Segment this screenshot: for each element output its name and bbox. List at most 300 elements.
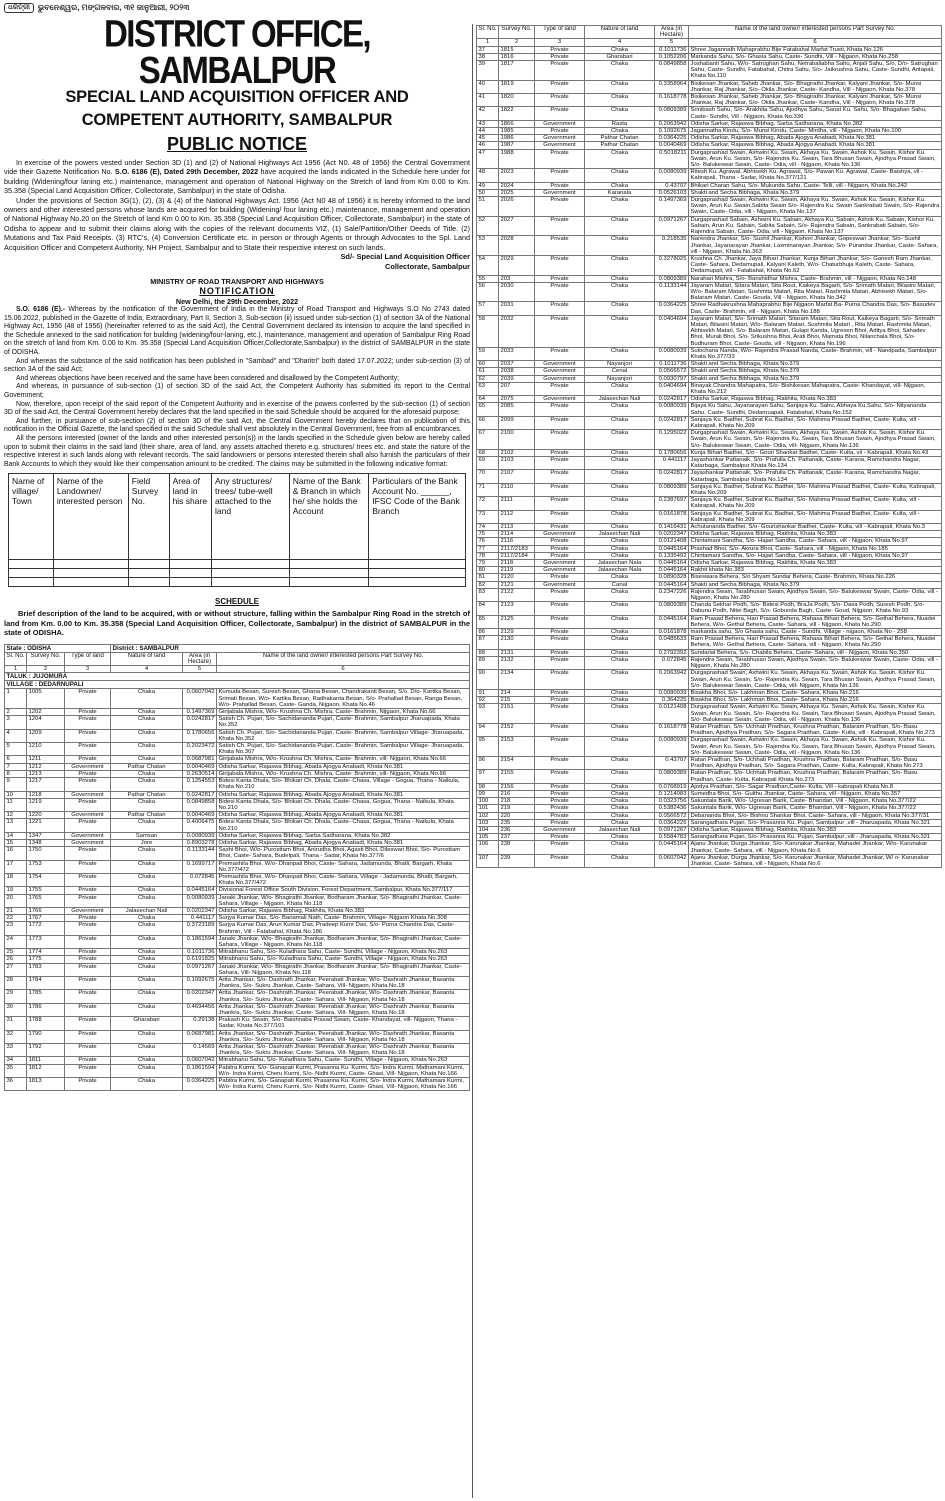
table-cell: Artta Jhankar, S/o- Dashrath Jhankar, Peerabati Jhankar, W/o- Dashrath Jhankar, Basanta Jhankra, S/o- Sukru Jhankar, Caste- Sahara, Vill- Nijgaon, Khata No.18	[217, 990, 470, 1003]
table-cell: 0.0971267	[655, 216, 689, 236]
table-row	[5, 949, 470, 956]
column-number: 3	[535, 39, 585, 46]
table-cell: 45	[477, 135, 499, 142]
table-cell: 2132	[499, 656, 535, 669]
table-cell: Pabitra Kurmi, S/o- Ganapati Kurmi, Prasanna Ku. Kurmi, S/o- Indra Kurmi, Mathamani Kurmi, W/o- Indra Kurmi, Cheru Kurmi, S/o- Nidhi Kurmi, Caste- Ghasi, Vill- Nijgaon, Khata No.166	[217, 1078, 470, 1091]
claims-header-cell: Name of village/ Town	[9, 474, 54, 560]
table-cell: 0.1254553	[183, 778, 217, 791]
table-cell: Ratan Pradhan, S/o- Uchhab Pradhan, Krushna Pradhan, Balaram Pradhan, S/o- Basu Pradhan, Ajodhya Pradhan, S/o- Sagara Pradhan, Caste- Kulta, vill - Kabrapali, Khata No.273	[689, 723, 942, 736]
table-cell: Durgaprashad Swain, Ashwini Ku. Swain, Akhaya Ku. Swain, Ashok Ku. Swain, Kishor Ku. Swain, Arun Ku. Swain, S/o- Rajendra Ku. Swain, Tara Bhusan Swain, Ajodhya Prasad Swain, S/o- Balukeswar Swain, Caste- Odia, vill- Nijgaon, Khata No.136	[689, 430, 942, 450]
column-number: 4	[585, 39, 655, 46]
table-cell: Durgaprashad Sabain, Ashwini Ku. Sabain, Akhaya Ku. Sabain, Ashok Ku. Sabain, Kishor Ku. Sabain, Arun Ku. Sabain, Sabita Sabain, S/o- Rajendra Sabain, Sankrabati Sabain, S/o- Rajendra Sabain, Caste- Odia, vill - Nijgaon, Khata No.137	[689, 216, 942, 236]
village-label: VILLAGE : DEDARNUPALI	[5, 681, 470, 689]
table-cell: Chaka	[111, 894, 183, 907]
table-cell: 0.0202347	[183, 907, 217, 914]
table-cell: Private	[65, 729, 111, 742]
table-cell: Private	[65, 743, 111, 756]
para-report: And whereas, in pursuance of sub-section (1) of section 3D of the said Act, the Competent Authority has submitted its report to the Central Government;	[4, 383, 470, 399]
table-row	[477, 756, 942, 769]
table-cell: 203	[499, 275, 535, 282]
table-cell: 68	[477, 449, 499, 456]
table-cell: Ajanu Jhankar, Durga Jhankar, S/o- Karunakar Jhankar, Mahadei Jhankar, W/o- Karunakar Jhankar, Caste- Sahara, vill - Nijgaon, Khata No.6	[689, 841, 942, 854]
table-cell: Chaka	[111, 743, 183, 756]
table-cell: Private	[535, 216, 585, 236]
table-cell: 0.0121408	[655, 704, 689, 724]
schedule-table-right	[476, 25, 942, 868]
table-cell: Shakti and Secha Bibhaga, Khata No.379	[689, 368, 942, 375]
table-cell: 0.0607042	[183, 1057, 217, 1064]
table-cell: 0.0080939	[655, 403, 689, 416]
notice-title: DISTRICT OFFICE, SAMBALPUR	[104, 11, 370, 92]
para-claims: All the persons interested (owner of the lands and other interested person(s)) in the lands specified in the Schedule given below are hereby called upon to submit their claims in the said land (their share, area of land, any assets attached thereto e.g. structures/ trees etc. and state the nature of the respective interest in such lands along with relevant records. The said landowners or persons interested therein shall also furnish the particulars of their Bank Accounts to which they would like their compensation amount to be credited. The claims may be submitted in the following indicative format:	[4, 434, 470, 468]
table-cell: Divisional Forest Office South Division, Forest Department, Sambalpur, Khata No.377/117	[217, 887, 470, 894]
table-cell: 2100	[499, 430, 535, 450]
table-cell: Chaka	[585, 798, 655, 805]
table-cell: 2023	[499, 169, 535, 182]
table-cell: 107	[477, 854, 499, 867]
ministry-heading: MINISTRY OF ROAD TRANSPORT AND HIGHWAYS	[150, 277, 324, 287]
table-cell: 2134	[499, 670, 535, 690]
table-cell: Durgaprashad Swain, Ashwini Ku. Swain, Akhaya Ku. Swain, Ashok Ku. Swain, Kishor Ku. Swain, Arun Ku. Swain, S/o- Rajendra Ku. Swain, Tara Bhusan Swain, Ajodhya Prasad Swain, S/o- Balukeswar Swain, Caste- Odia, vill- Nijgaon, Khata No.136	[689, 670, 942, 690]
table-cell: Shakti and Secha Bibhaga, Khata No.379	[689, 581, 942, 588]
claims-header-cell: Name of the Landowner/ interested person	[53, 474, 128, 560]
table-row	[477, 636, 942, 649]
table-cell: 2119	[499, 567, 535, 574]
table-cell: 0.2063942	[655, 120, 689, 127]
table-cell: Private	[65, 819, 111, 832]
table-cell: Private	[535, 704, 585, 724]
table-cell: 0.441117	[183, 915, 217, 922]
table-cell: 1775	[27, 956, 65, 963]
table-cell: Chaka	[585, 182, 655, 189]
table-cell: 55	[477, 275, 499, 282]
notification-date: New Delhi, the 29th December, 2022	[175, 297, 299, 307]
table-cell: 2155	[499, 770, 535, 783]
table-cell: 0.0242817	[183, 716, 217, 729]
table-cell: 0.1011736	[655, 361, 689, 368]
table-cell: Jayaram Matari, S/o- Srimath Matari, Sitaram Matari, Sita Rout, Kaikeya Bagarti, S/o- Srimath Matari, Bilasini Matari, W/o- Balaram Matari, Sushmita Matari , Rita Matari, Rashmita Matari, Abhisekh Matari, S/o- Balaram Matari, Gulapi Kanda, Ugresen Bhoi, Aditya Bhoi, Sahadev Bhoi, Murali Bhoi, S/o- Srikushna Bhoi, Arati Bhoi, Mamata Bhoi, Nilanchala Bhoi, S/o- Budhuram Bhoi, Caste- Gouda, vill - Nijgaon, Khata No.196	[689, 315, 942, 347]
table-cell: 0.0607042	[183, 689, 217, 709]
table-cell: Private	[535, 94, 585, 107]
table-cell: Chaka	[585, 649, 655, 656]
table-cell: 37	[477, 46, 499, 53]
table-cell: 51	[477, 197, 499, 217]
claims-empty-cell	[169, 578, 211, 587]
table-cell: Chaka	[585, 470, 655, 483]
table-cell: 0.0080939	[655, 347, 689, 360]
table-cell: 0.0242817	[655, 396, 689, 403]
table-cell: Private	[535, 538, 585, 545]
table-cell: Chaka	[585, 812, 655, 819]
table-cell: 13	[5, 819, 27, 832]
table-row	[477, 531, 942, 538]
table-cell: Jayashankar Pattanaik, S/o- Prafulla Ch. Pattanaik, Caste- Karana, Ramchandra Nagar, Katarbaga, Sambalpur Khata No.134	[689, 470, 942, 483]
table-cell: 0.0242817	[655, 470, 689, 483]
column-number: 1	[5, 666, 27, 673]
table-row	[477, 737, 942, 757]
table-cell: Rajendra Swain, Tarabhusan Swain, Ajodhya Swain, S/o- Balukeswar Swain, Caste- Odia, vill - Nijgaon, Khata No.280	[689, 588, 942, 601]
table-cell: 2121	[499, 581, 535, 588]
table-cell: 96	[477, 756, 499, 769]
table-cell: 2117/2183	[499, 545, 535, 552]
table-cell: 79	[477, 560, 499, 567]
table-cell: 58	[477, 315, 499, 347]
table-cell: Private	[65, 716, 111, 729]
claims-empty-cell	[289, 578, 369, 587]
table-cell: 80	[477, 567, 499, 574]
table-cell: 74	[477, 524, 499, 531]
table-cell: Durgaprashad Swain, Ashwini Ku. Swain, Akhaya Ku. Swain, Ashok Ku. Swain, Kishor Ku. Swain, Arun Ku. Swain, S/o- Rajendra Ku. Swain, Tara Bhusan Swain, Ajodhya Prasad Swain, S/o- Balukeswar Swain, Caste- Odia, vill - Nijgaon, Khata No.136	[689, 737, 942, 757]
table-cell: Private	[65, 1003, 111, 1016]
table-cell: 1754	[27, 873, 65, 886]
table-cell: 0.2347226	[655, 588, 689, 601]
table-cell: Bijaya Ku Sahu, Jayanarayan Sahu, Sanjaya Ku. Sahu, Abhaya Ku.Sahu, S/o- Nityananda Sahu, Caste- Sundhi, Dedarnuapali, Fatabahal, Khata No.152	[689, 403, 942, 416]
table-cell: Sanjaya Ku. Badhei, Subrat Ku. Badhei, S/o- Mahima Prasad Badhei, Caste- Kulta, vill - Kabrapali, Khata No.209	[689, 497, 942, 510]
table-cell: Private	[65, 894, 111, 907]
table-cell: Private	[535, 697, 585, 704]
table-row	[477, 449, 942, 456]
table-cell: Prashad Bhoi, S/o- Akrura Bhoi, Caste- Sahara, vill - Nijgaon, Khata No.185	[689, 545, 942, 552]
table-cell: Private	[535, 149, 585, 169]
table-row	[5, 922, 470, 935]
table-row	[5, 1044, 470, 1057]
intro-text-so: S.O. 6186 (E), Dated 29th December, 2022	[114, 167, 259, 177]
table-cell: Chaka	[585, 416, 655, 429]
table-cell: 0.3723189	[183, 922, 217, 935]
table-cell: Chaka	[585, 282, 655, 302]
table-cell: Chaka	[585, 538, 655, 545]
table-cell: Private	[65, 798, 111, 811]
table-cell: 2118	[499, 560, 535, 567]
table-row	[477, 368, 942, 375]
table-cell: Chaka	[585, 80, 655, 93]
table-cell: Sarangadhara Pujari, S/o- Prasanna Ku. Pujari, Sambalpur ,vill - Jharuapada, Khata No.321	[689, 834, 942, 841]
table-cell: 0.1011736	[183, 949, 217, 956]
table-row	[477, 107, 942, 120]
claims-format-table	[8, 473, 466, 587]
table-cell: 0.1011736	[655, 46, 689, 53]
table-row	[5, 763, 470, 770]
table-cell: 0.0202347	[655, 531, 689, 538]
table-cell: Kumuda Besan, Suresh Besan, Ghana Besan, Chandrakanti Besan, S/o. D/o- Kartika Besan, Srimati Besan, W/o- Kartika Besan, Radhakanta Besan, S/o- Prahallad Besan, Ranga Besan, W/o- Prahallad Besan, Caste- Ganda, Nijgaon, Khata No.46	[217, 689, 470, 709]
table-cell: 0.4006475	[183, 819, 217, 832]
table-row	[5, 907, 470, 914]
table-cell: 0.441117	[655, 457, 689, 470]
claims-empty-cell	[212, 560, 290, 569]
table-cell: 99	[477, 790, 499, 797]
table-cell: Artta Jhankar, S/o- Dashrath Jhankar, Peerabati Jhankar, W/o- Dashrath Jhankar, Basanta Jhankra, S/o- Sukru Jhankar, Caste- Sahara, Vill- Nijgaon, Khata No.18	[217, 1044, 470, 1057]
table-cell: Private	[535, 61, 585, 81]
table-cell: 2107	[499, 470, 535, 483]
table-cell: Private	[535, 169, 585, 182]
table-cell: 1986	[499, 135, 535, 142]
table-cell: 0.0080939	[655, 737, 689, 757]
table-cell: 14	[5, 832, 27, 839]
para-declaration: Now, therefore, upon receipt of the said report of the Competent Authority and in exercise of the powers conferred by the sub-section (1) of section 3D of the said Act, the Central Government hereby declares that the land specified in the said Schedule should be acquired for the aforesaid purpose;	[4, 400, 470, 417]
table-cell: 0.1335492	[655, 552, 689, 559]
table-cell: markanda sahu, S/o Ghasia sahu, Caste - Sundhi, Village - nigaon, Khata No - 258	[689, 629, 942, 636]
schedule-column-header: Sl. No.	[5, 652, 27, 665]
table-row	[477, 567, 942, 574]
schedule-description: Brief description of the land to be acquired, with or without structure, falling within the Sambalpur Ring Road in the stretch of land from Km. 0.00 to Km. 35.358 (Special Land Acquisition Officer, Collectorate, Sambalpur) in the district of SAMBALPUR in the state of ODISHA.	[4, 609, 470, 638]
table-cell: Jore	[111, 839, 183, 846]
table-cell: Private	[535, 552, 585, 559]
claims-header-cell: Any structures/ trees/ tube-well attached to the land	[212, 474, 290, 560]
table-cell: Chaka	[585, 670, 655, 690]
table-cell: Chaka	[585, 588, 655, 601]
table-cell: 2038	[499, 368, 535, 375]
table-cell: 75	[477, 531, 499, 538]
table-cell: 2031	[499, 302, 535, 315]
table-cell: 1766	[27, 907, 65, 914]
table-cell: Odisha Sarkar, Rajaswa Bibhag, Sarba Sadharana, Khata No.382	[689, 120, 942, 127]
table-cell: Chaka	[585, 790, 655, 797]
table-cell: 0.0202347	[183, 990, 217, 1003]
table-cell: 0.072845	[655, 656, 689, 669]
table-cell: 67	[477, 430, 499, 450]
table-cell: Chaka	[585, 854, 655, 867]
table-cell: Rasta	[585, 120, 655, 127]
table-cell: 0.0809389	[655, 602, 689, 615]
state-label: State : ODISHA	[5, 644, 111, 652]
table-cell: Chaka	[585, 449, 655, 456]
table-cell: 0.0809389	[655, 107, 689, 120]
table-cell: 1347	[27, 832, 65, 839]
table-cell: 1813	[27, 1078, 65, 1091]
table-row	[477, 812, 942, 819]
table-cell: 2111	[499, 497, 535, 510]
table-cell: Private	[535, 545, 585, 552]
table-cell: Girijabala Mishra, W/o- Krushna Ch. Mishra, Caste- Brahmin, Nijgaon, Khata No.66	[217, 709, 470, 716]
table-cell: Artta Jhankar, S/o- Dashrath Jhankar, Peerabati Jhankar, W/o- Dashrath Jhankar, Basanta Jhankra, S/o- Sukru Jhankar, Caste- Sahara, Vill- Nijgaon, Khata No.18	[217, 1030, 470, 1043]
table-cell: Chaka	[111, 1003, 183, 1016]
table-row	[477, 189, 942, 196]
notice-subtitle-2: COMPETENT AUTHORITY, SAMBALPUR	[81, 111, 393, 129]
table-cell: 39	[477, 61, 499, 81]
table-cell: Rajendra Swain, Tarabhusan Swain, Ajodhya Swain, S/o- Balukeswar Swain, Caste- Odia, vill - Nijgaon, Khata No.280	[689, 656, 942, 669]
table-cell: Chaka	[585, 770, 655, 783]
table-cell: 0.0930797	[655, 375, 689, 382]
table-cell: Government	[65, 812, 111, 819]
table-cell: 0.072845	[183, 873, 217, 886]
table-cell: 0.1618778	[655, 723, 689, 736]
table-cell: 2129	[499, 629, 535, 636]
table-cell: Chaka	[111, 873, 183, 886]
table-cell: Chaka	[111, 949, 183, 956]
table-row	[5, 709, 470, 716]
table-cell: Chaka	[585, 552, 655, 559]
table-row	[477, 497, 942, 510]
table-cell: Private	[535, 798, 585, 805]
claims-empty-cell	[53, 569, 128, 578]
table-cell: 25	[5, 949, 27, 956]
table-cell: 1005	[27, 689, 65, 709]
table-cell: Premashila Bhoi, W/o- Dhanpati Bhoi, Caste- Sahara, Village - Jadamunda, Bhatli, Bargarh, Khata No.377/472	[217, 873, 470, 886]
table-cell: Private	[65, 1030, 111, 1043]
table-cell: Mitrabhanu Sahu, S/o- Kuladhara Sahu, Caste- Sundhi, Village - Nijgaon, Khata No.263	[217, 956, 470, 963]
table-cell: Chaka	[585, 602, 655, 615]
table-cell: 0.1052206	[655, 53, 689, 60]
table-cell: Private	[65, 1017, 111, 1030]
table-cell: Chaka	[585, 457, 655, 470]
table-cell: Private	[535, 656, 585, 669]
table-cell: 1866	[499, 120, 535, 127]
table-cell: Pathar Chatan	[585, 135, 655, 142]
table-row	[5, 976, 470, 989]
table-cell: 10	[5, 791, 27, 798]
table-cell: Pabitra Kurmi, S/o- Ganapati Kurmi, Prasanna Ku. Kurmi, S/o- Indra Kurmi, Mathamani Kurmi, W/o- Indra Kurmi, Cheru Kurmi, S/o- Nidhi Kurmi, Caste- Ghasi, Vill- Nijgaon, Khata No.166	[217, 1064, 470, 1077]
table-cell: Private	[65, 709, 111, 716]
column-number: 2	[499, 39, 535, 46]
table-row	[5, 716, 470, 729]
table-cell: 62	[477, 375, 499, 382]
table-row	[5, 873, 470, 886]
table-cell: Bidesi Kanta Dhala, S/o- Bhikari Ch. Dhala, Caste- Chasa, Village - Gogua, Thana - Naikula, Khata No.210	[217, 778, 470, 791]
table-cell: 2117/2184	[499, 552, 535, 559]
table-cell: Private	[535, 756, 585, 769]
table-row	[477, 61, 942, 81]
table-cell: Odisha Sarkar, Rajaswa Bibhag, Abada Ajogya Anabadi, Khata No.381	[689, 142, 942, 149]
table-cell: Sulochana Nanda, W/o- Rajendra Prasad Nanda, Caste- Brahmin, vill - Nandpada, Sambalpur Khata No.377/33	[689, 347, 942, 360]
table-cell: Sanjaya Ku. Badhei, Subrat Ku. Badhei, S/o- Mahima Prasad Badhei, Caste- Kulta, vill - Kabrapali, Khata No.209	[689, 416, 942, 429]
table-row	[477, 382, 942, 395]
table-cell: 88	[477, 649, 499, 656]
table-cell: 0.43707	[655, 182, 689, 189]
table-cell: 1784	[27, 976, 65, 989]
table-row	[477, 275, 942, 282]
table-cell: Chaka	[111, 1078, 183, 1091]
table-cell: 215	[499, 697, 535, 704]
schedule-column-header: Nature of land	[111, 652, 183, 665]
claims-empty-cell	[9, 560, 54, 569]
table-cell: 2122	[499, 588, 535, 601]
table-cell: 47	[477, 149, 499, 169]
table-cell: Private	[535, 841, 585, 854]
table-cell: Private	[65, 935, 111, 948]
table-cell: 29	[5, 990, 27, 1003]
table-cell: Jalasechan Nali	[111, 907, 183, 914]
table-cell: Shakti and Secha Bibhaga, Khata No.379	[689, 361, 942, 368]
table-row	[477, 819, 942, 826]
table-cell: 1987	[499, 142, 535, 149]
table-cell: 1209	[27, 729, 65, 742]
table-cell: Mitrabhanu Sahu, S/o- Kuladhara Sahu, Caste- Sundhi, Village - Nijgaon, Khata No.263	[217, 1057, 470, 1064]
table-cell: Prakash Ku. Swain, S/o- Baishnaba Prasad Swain, Caste- Khandayat, vill- Nijgaon, Thana - Sadar, Khata No.377/101	[217, 1017, 470, 1030]
table-cell: Chaka	[585, 216, 655, 236]
table-cell: 20	[5, 894, 27, 907]
table-cell: 0.0445164	[655, 581, 689, 588]
column-number: 5	[655, 39, 689, 46]
table-row	[477, 834, 942, 841]
table-cell: 220	[499, 812, 535, 819]
table-row	[477, 457, 942, 470]
schedule-column-header: Nature of land	[585, 26, 655, 39]
table-row	[477, 723, 942, 736]
table-cell: Chaka	[111, 915, 183, 922]
table-cell: 2075	[499, 396, 535, 403]
table-cell: Jalasechan Nala	[585, 560, 655, 567]
district-label: District : SAMBALPUR	[111, 644, 470, 652]
table-cell: Durgaprashad Swain, Ashwini Ku. Swain, Akhaya Ku. Swain, Ashok Ku. Swain, Kishor Ku. Swain, Arun Ku. Swain,Sabita Swain S/o- Rajendra Ku. Swain Sankrabati Swain, S/o- Rajendra Swain, Caste- Odia, vill - Nijgaon, Khata No.137	[689, 197, 942, 217]
table-cell: Bisikesan Jhankar, Saheb Jhankar, S/o- Bhagirathi Jhankar, Kalyani Jhankar, S/o- Munsi Jhankar, Raj Jhankar, S/o- Okila Jhankar, Caste- Kandha, Vill - Nijgaon, Khata No.378	[689, 94, 942, 107]
table-row	[477, 656, 942, 669]
table-cell: 89	[477, 656, 499, 669]
table-cell: Private	[535, 80, 585, 93]
table-cell: Chaka	[111, 1057, 183, 1064]
table-row	[477, 430, 942, 450]
table-cell: Chaka	[585, 197, 655, 217]
table-cell: Sundarlal Behera, S/o- Chabila Behera, Caste- Sahara, vill - Nijgaon, Khata No.350	[689, 649, 942, 656]
table-cell: 2032	[499, 315, 535, 347]
column-number: 6	[217, 666, 470, 673]
table-cell: 97	[477, 770, 499, 783]
table-cell: Chanda Sekhar Podh, S/o- Bidesi Podh, BraJa Podh, S/o- Dasa Podh, Suresh Podh, S/o- Dabunu Podh, Nitei Bagh, S/o- Gobunda Bagh, Caste- Goud, Nijgaon, Khata No.93	[689, 602, 942, 615]
intro-text-a: In exercise of the powers vested under Section 3D (1) and (2) of National Highways Act 1956 (Act N0. 48 of 1956) the Central Government vide their Gazette Notification No.	[4, 158, 470, 177]
table-cell: 1219	[27, 798, 65, 811]
table-cell: 0.1133144	[655, 282, 689, 302]
table-cell: Chaka	[111, 956, 183, 963]
table-cell: Bisakha Bhoi, S/o- Lakhman Bhoi, Caste- Sahara, Khata No.216	[689, 697, 942, 704]
table-cell: Markanda Sahu, S/o- Ghasia Sahu, Caste- Sundhi, Vill - Nijgaon, Khata No.258	[689, 53, 942, 60]
table-cell: 0.0080939	[183, 894, 217, 907]
table-cell: Private	[535, 574, 585, 581]
table-cell: 43	[477, 120, 499, 127]
table-row	[5, 935, 470, 948]
table-cell: Gharabari	[111, 1017, 183, 1030]
table-row	[477, 629, 942, 636]
table-row	[477, 689, 942, 696]
table-cell: 31	[5, 1017, 27, 1030]
table-cell: 2152	[499, 723, 535, 736]
table-row	[5, 839, 470, 846]
schedule-column-header: Sl. No.	[477, 26, 499, 39]
table-cell: Private	[535, 255, 585, 275]
table-cell: Private	[535, 602, 585, 615]
table-cell: Private	[65, 689, 111, 709]
table-cell: Government	[65, 791, 111, 798]
table-cell: Chaka	[111, 976, 183, 989]
table-row	[477, 524, 942, 531]
table-cell: Jalasechan Nali	[585, 396, 655, 403]
table-cell: 11	[5, 798, 27, 811]
table-cell: 90	[477, 670, 499, 690]
table-cell: Private	[535, 819, 585, 826]
schedule-column-header: Name of the land owner/ interested persons Part Survey No.	[217, 652, 470, 665]
table-cell: Chaka	[585, 783, 655, 790]
table-cell: Odisha Sarkar, Rajaswa Bibhag, Rakhita, Khata No.383	[689, 531, 942, 538]
claims-empty-cell	[169, 560, 211, 569]
table-cell: Chaka	[585, 834, 655, 841]
table-row	[5, 860, 470, 873]
provisions-paragraph: Under the provisions of Section 3G(1), (2), (3) & (4) of the National Highways Act. 1956 (Act N0 48 of 1956) it is hereby informed to the land owners and other interested persons whose lands are acquired for building (Widening/ four laning etc.) maintenance, management and operation of National Highway No.20 on the Stretch of land Km 0.00 to Km. 35.358 (Special Land Acquisition Officer, Collectorate, Sambalpur) in the state of Odisha to appear and to submit their claims along with the copies of the relevant documents VIZ, (1) Sale/Partition/Other Deeds of Title. (2) Mutations and Tax Paid Receipts. (3) RTC's, (4) Conversion Certificate etc. in person or through Agents or through Advocates to the Spl. Land Acquisition Officer and Competent Authority, NH Project, Sambalpur and to State their respective interest on such lands.	[4, 195, 470, 252]
table-cell: 9	[5, 778, 27, 791]
table-cell: Odisha Sarkar, Rajaswa Bibhag, Rakhita, Khata No.383	[217, 907, 470, 914]
table-cell: Pathar Chatan	[111, 791, 183, 798]
table-cell: 26	[5, 956, 27, 963]
table-cell: Bhikari Charan Sahu, S/o- Mukunda Sahu, Caste- Telli, vill - Nijgaon, Khata No.242	[689, 182, 942, 189]
table-cell: Private	[65, 1057, 111, 1064]
schedule-column-header: Type of land	[65, 652, 111, 665]
table-cell: 1211	[27, 756, 65, 763]
table-cell: 0.0445164	[655, 560, 689, 567]
table-cell: 78	[477, 552, 499, 559]
table-cell: Mitrabhanu Sahu, S/o- Kuladhara Sahu, Caste- Sundhi, Village - Nijgaon, Khata No.263	[217, 949, 470, 956]
table-cell: 76	[477, 538, 499, 545]
table-cell: Government	[535, 396, 585, 403]
table-cell: Private	[65, 1078, 111, 1091]
table-cell: Private	[535, 470, 585, 483]
table-cell: Chaka	[585, 689, 655, 696]
